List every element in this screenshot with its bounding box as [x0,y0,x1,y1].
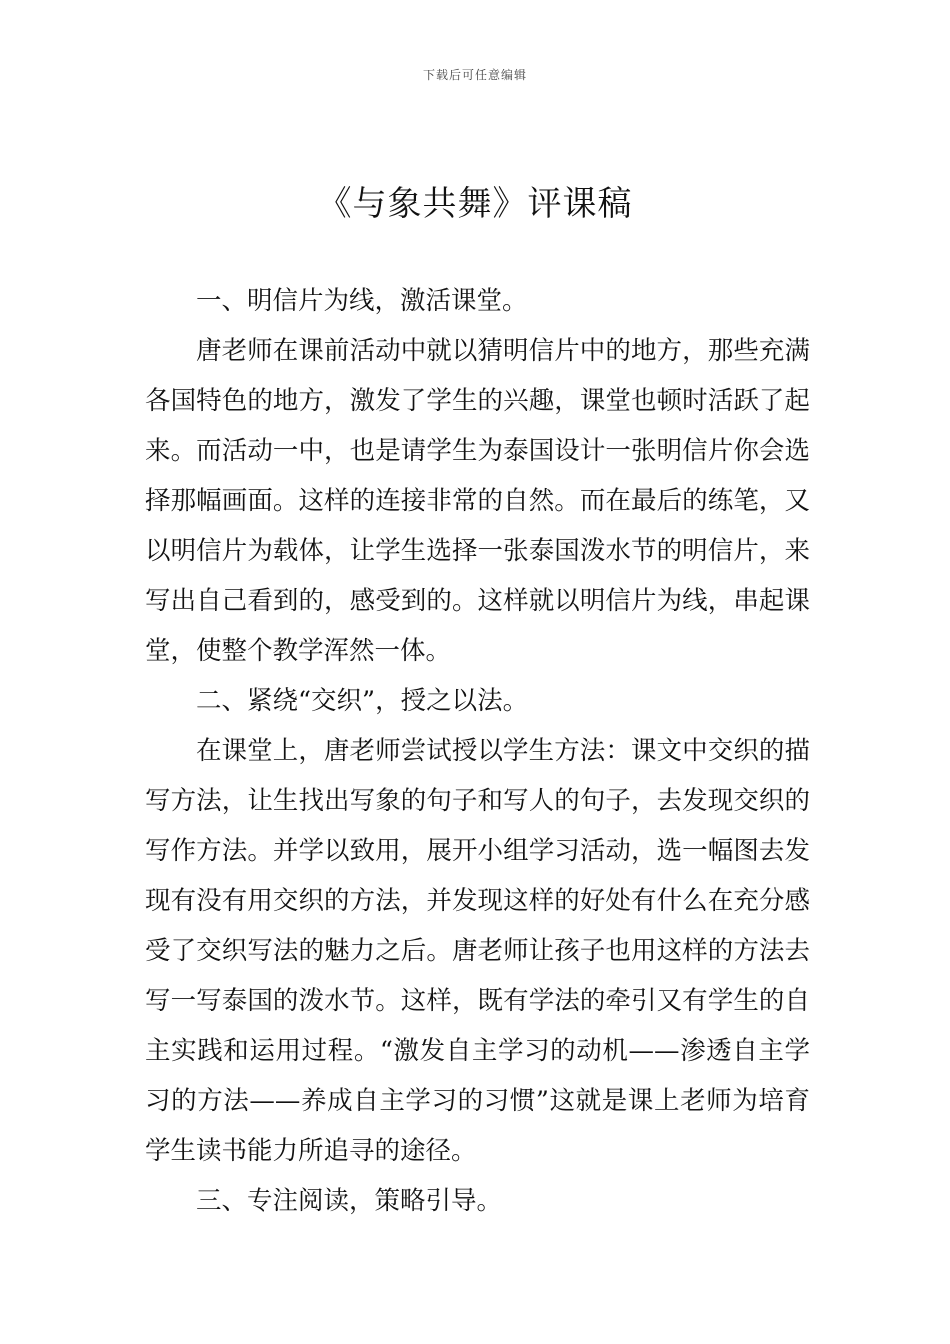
paragraph-2: 在课堂上，唐老师尝试授以学生方法：课文中交织的描写方法，让生找出写象的句子和写人的句子，去发现交织的写作方法。并学以致用，展开小组学习活动，选一幅图去发现有没有用交织的方法，并发现这样的好处有什么在充分感受了交织写法的魅力之后。唐老师让孩子也用这样的方法去写一写泰国的泼水节。这样，既有学法的牵引又有学生的自主实践和运用过程。“激发自主学习的动机——渗透自主学习的方法——养成自主学习的习惯”这就是课上老师为培育学生读书能力所追寻的途径。 [145,736,810,1166]
document-body [145,276,810,1226]
section-heading-2: 二、紧绕“交织”，授之以法。 [196,686,529,716]
header-note: 下载后可任意编辑 [422,68,527,82]
document-title: 《与象共舞》评课稿 [317,184,633,224]
section-heading-3: 三、专注阅读，策略引导。 [196,1186,503,1216]
paragraph-1: 唐老师在课前活动中就以猜明信片中的地方，那些充满各国特色的地方，激发了学生的兴趣，课堂也顿时活跃了起来。而活动一中，也是请学生为泰国设计一张明信片你会选择那幅画面。这样的连接非常的自然。而在最后的练笔，又以明信片为载体，让学生选择一张泰国泼水节的明信片，来写出自己看到的，感受到的。这样就以明信片为线，串起课堂，使整个教学浑然一体。 [145,336,810,666]
section-heading-1: 一、明信片为线，激活课堂。 [196,286,528,316]
